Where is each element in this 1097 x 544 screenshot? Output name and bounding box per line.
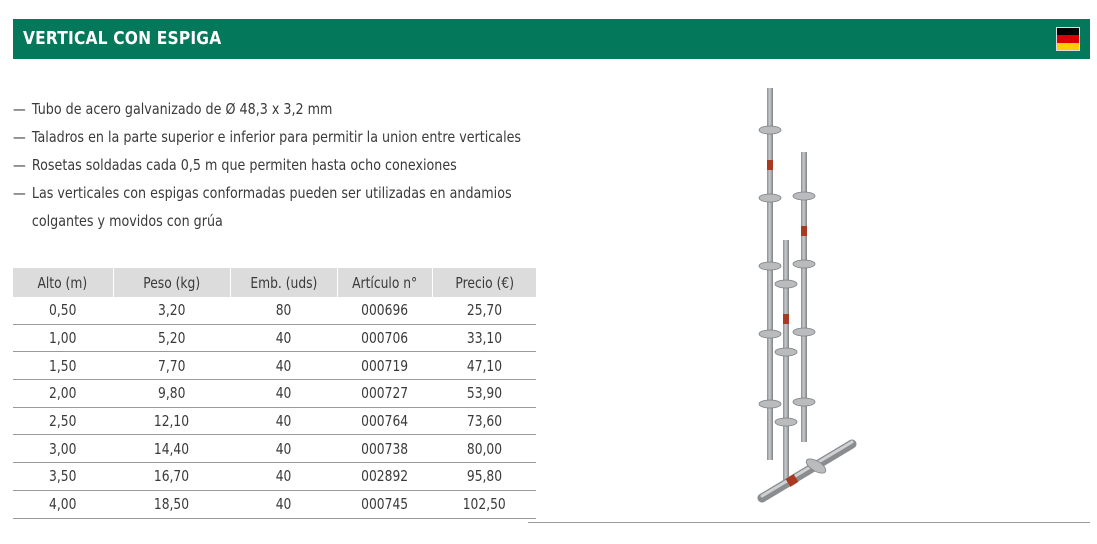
- cell-pack: 40: [230, 407, 337, 435]
- cell-pack: 40: [230, 463, 337, 491]
- germany-flag-icon: [1056, 27, 1080, 51]
- bottom-divider: [528, 522, 1090, 523]
- table-header-row: [13, 268, 536, 297]
- column-header-article: Artículo n°: [337, 268, 432, 297]
- table-row: [13, 324, 536, 352]
- cell-price: 33,10: [432, 324, 536, 352]
- cell-price: 80,00: [432, 435, 536, 463]
- column-header-price: Precio (€): [432, 268, 536, 297]
- feature-text: Las verticales con espigas conformadas pueden ser utilizadas en andamios: [31, 184, 512, 202]
- header-bar: [13, 19, 1090, 59]
- cell-article: 000764: [337, 407, 432, 435]
- table-row: [13, 297, 536, 324]
- cell-pack: 80: [230, 297, 337, 324]
- table-row: [13, 490, 536, 518]
- cell-price: 95,80: [432, 463, 536, 491]
- cell-height: 0,50: [13, 297, 113, 324]
- table-row: [13, 380, 536, 408]
- cell-height: 4,00: [13, 490, 113, 518]
- cell-price: 102,50: [432, 490, 536, 518]
- cell-article: 000745: [337, 490, 432, 518]
- cell-price: 73,60: [432, 407, 536, 435]
- feature-text: Rosetas soldadas cada 0,5 m que permiten hasta ocho conexiones: [31, 156, 457, 174]
- vertical-standard-short: [775, 240, 797, 480]
- cell-weight: 18,50: [113, 490, 230, 518]
- horizontal-standard: [762, 442, 852, 498]
- feature-text-continuation: colgantes y movidos con grúa: [31, 212, 223, 230]
- table-row: [13, 435, 536, 463]
- cell-height: 1,50: [13, 352, 113, 380]
- cell-height: 3,00: [13, 435, 113, 463]
- cell-article: 002892: [337, 463, 432, 491]
- bullet-dash: —: [13, 100, 26, 118]
- feature-list: [13, 95, 573, 235]
- cell-article: 000738: [337, 435, 432, 463]
- feature-item: [13, 123, 589, 151]
- vertical-standard-tall: [759, 88, 781, 460]
- cell-height: 2,00: [13, 380, 113, 408]
- cell-price: 25,70: [432, 297, 536, 324]
- column-header-height: Alto (m): [13, 268, 113, 297]
- cell-weight: 12,10: [113, 407, 230, 435]
- cell-weight: 3,20: [113, 297, 230, 324]
- table-row: [13, 407, 536, 435]
- cell-weight: 5,20: [113, 324, 230, 352]
- cell-pack: 40: [230, 324, 337, 352]
- scaffold-vertical-standards-icon: [740, 80, 870, 510]
- cell-pack: 40: [230, 490, 337, 518]
- bullet-dash: —: [13, 184, 26, 202]
- cell-weight: 14,40: [113, 435, 230, 463]
- table-row: [13, 463, 536, 491]
- cell-article: 000727: [337, 380, 432, 408]
- vertical-standard-medium: [793, 152, 815, 442]
- bullet-dash: —: [13, 128, 26, 146]
- page-title: VERTICAL CON ESPIGA: [23, 28, 222, 49]
- feature-item: [13, 151, 589, 179]
- product-table: [13, 268, 536, 519]
- cell-weight: 16,70: [113, 463, 230, 491]
- cell-weight: 9,80: [113, 380, 230, 408]
- cell-article: 000696: [337, 297, 432, 324]
- cell-article: 000706: [337, 324, 432, 352]
- bullet-dash: —: [13, 156, 26, 174]
- cell-weight: 7,70: [113, 352, 230, 380]
- cell-price: 47,10: [432, 352, 536, 380]
- cell-price: 53,90: [432, 380, 536, 408]
- cell-height: 2,50: [13, 407, 113, 435]
- cell-height: 3,50: [13, 463, 113, 491]
- feature-text: Taladros en la parte superior e inferior para permitir la union entre verticales: [31, 128, 522, 146]
- feature-item: [13, 179, 589, 235]
- feature-text: Tubo de acero galvanizado de Ø 48,3 x 3,2 mm: [31, 100, 333, 118]
- cell-pack: 40: [230, 380, 337, 408]
- column-header-weight: Peso (kg): [113, 268, 230, 297]
- column-header-pack: Emb. (uds): [230, 268, 337, 297]
- cell-article: 000719: [337, 352, 432, 380]
- feature-item: [13, 95, 589, 123]
- cell-pack: 40: [230, 352, 337, 380]
- table-row: [13, 352, 536, 380]
- cell-pack: 40: [230, 435, 337, 463]
- cell-height: 1,00: [13, 324, 113, 352]
